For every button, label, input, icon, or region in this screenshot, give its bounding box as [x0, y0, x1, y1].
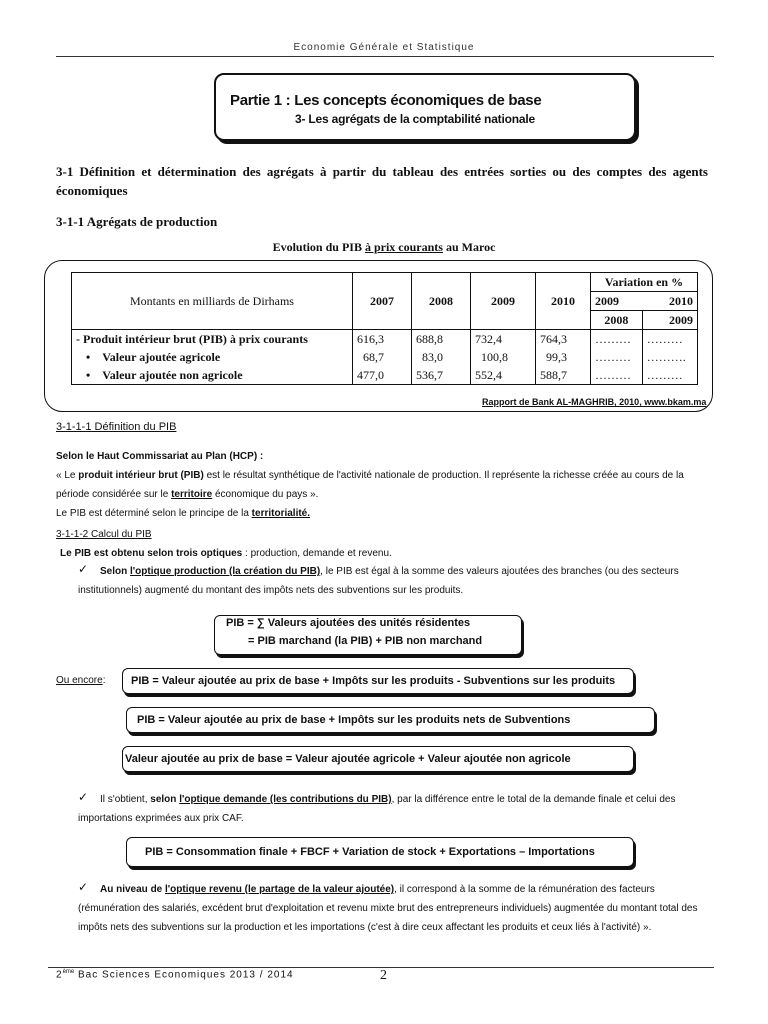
running-header: Economie Générale et Statistique: [293, 42, 475, 53]
page-number: 2: [380, 968, 387, 983]
bullet-icon: •: [86, 367, 91, 382]
table-row: [72, 330, 698, 349]
checkmark-icon: ✓: [78, 790, 89, 804]
table-cell: ………: [591, 366, 643, 385]
table-cell: 536,7: [412, 366, 471, 385]
table-cell: 764,3: [536, 330, 591, 349]
section-heading-3-1-1: 3-1-1 Agrégats de production: [56, 214, 218, 229]
table-unit-label: Montants en milliards de Dirhams: [72, 273, 353, 330]
table-cell: ………: [591, 348, 643, 366]
table-cell: 68,7: [353, 348, 412, 366]
footer-level: 2ème Bac Sciences Economiques 2013 / 2014: [56, 969, 294, 981]
optique-production-paragraph: Selon l'optique production (la création du PIB), le PIB est égal à la somme des valeurs ajoutées des branches (ou des secteurs institutionnels) augmenté du montant des impôts nets des subventions sur les produits.: [78, 566, 679, 596]
pib-definition-quote: « Le produit intérieur brut (PIB) est le résultat synthétique de l'activité nationale de production. Il représente la richesse créée au cours de la période considérée sur le territoire économique du pays ».: [56, 470, 684, 500]
checkmark-icon: ✓: [78, 880, 89, 894]
section-heading-3-1: 3-1 Définition et détermination des agrégats à partir du tableau des entrées sorties ou des comptes des agents économiques: [56, 164, 708, 198]
table-header-year: 2009: [471, 273, 536, 330]
table-cell: 732,4: [471, 330, 536, 349]
table-cell: ………: [642, 366, 697, 385]
hcp-intro: Selon le Haut Commissariat au Plan (HCP) :: [56, 451, 264, 462]
table-row-label: - Produit intérieur brut (PIB) à prix courants: [72, 330, 353, 349]
bullet-icon: •: [86, 349, 91, 364]
formula-sum-va-line2: = PIB marchand (la PIB) + PIB non marchand: [248, 635, 483, 647]
territoriality-line: Le PIB est déterminé selon le principe de la territorialité.: [56, 508, 311, 519]
table-header-year: 2008: [412, 273, 471, 330]
table-row: [72, 366, 698, 385]
pib-table: [71, 272, 698, 385]
table-row: [72, 348, 698, 366]
formula-box-3: Valeur ajoutée au prix de base = Valeur ajoutée agricole + Valeur ajoutée non agricole: [122, 746, 634, 772]
subsection-heading-3-1-1-1: 3-1-1-1 Définition du PIB: [56, 421, 177, 433]
subsection-heading-3-1-1-2: 3-1-1-2 Calcul du PIB: [56, 529, 152, 540]
header-rule: [56, 56, 714, 57]
table-cell: 616,3: [353, 330, 412, 349]
table-cell: 688,8: [412, 330, 471, 349]
checkmark-icon: ✓: [78, 562, 89, 576]
table-row-label: • Valeur ajoutée non agricole: [72, 366, 353, 385]
optique-demande-paragraph: Il s'obtient, selon l'optique demande (les contributions du PIB), par la différence entre le total de la demande finale et celui des importations exprimées aux prix CAF.: [78, 794, 676, 824]
table-var-bottom: 2009: [642, 311, 697, 330]
table-cell: 83,0: [412, 348, 471, 366]
table-cell: ………: [642, 330, 697, 349]
part-title: Partie 1 : Les concepts économiques de base: [230, 92, 542, 109]
formula-sum-va-line1: PIB = ∑ Valeurs ajoutées des unités résidentes: [226, 617, 471, 629]
table-var-top: 2010: [642, 292, 697, 311]
table-header-year: 2010: [536, 273, 591, 330]
ou-encore-label: Ou encore:: [56, 675, 106, 686]
table-cell: 477,0: [353, 366, 412, 385]
table-row-label: • Valeur ajoutée agricole: [72, 348, 353, 366]
table-caption: Evolution du PIB à prix courants au Maroc: [272, 240, 496, 254]
formula-box-demand: PIB = Consommation finale + FBCF + Variation de stock + Exportations – Importations: [126, 837, 634, 867]
formula-box-1: PIB = Valeur ajoutée au prix de base + Impôts sur les produits - Subventions sur les produits: [122, 668, 634, 694]
table-cell: 588,7: [536, 366, 591, 385]
table-source: Rapport de Bank AL-MAGHRIB, 2010, www.bkam.ma: [482, 397, 707, 407]
table-cell: ……….: [642, 348, 697, 366]
table-cell: ………: [591, 330, 643, 349]
table-header-year: 2007: [353, 273, 412, 330]
table-cell: 100,8: [471, 348, 536, 366]
table-variation-header: Variation en %: [591, 273, 698, 292]
table-cell: 99,3: [536, 348, 591, 366]
optique-revenu-paragraph: Au niveau de l'optique revenu (le partage de la valeur ajoutée), il correspond à la somme de la rémunération des facteurs (rémunération des salariés, excédent brut d'exploitation et revenu mixte brut des entrepreneurs individuels) augmentée du montant total des impôts nets des subventions sur la production et les importations (c'est à dire ceux affectant les produits et ceux liés à l'activité) ».: [78, 884, 698, 933]
table-cell: 552,4: [471, 366, 536, 385]
formula-box-2: PIB = Valeur ajoutée au prix de base + Impôts sur les produits nets de Subventions: [126, 707, 655, 733]
table-var-top: 2009: [591, 292, 643, 311]
table-var-bottom: 2008: [591, 311, 643, 330]
three-optics-line: Le PIB est obtenu selon trois optiques : production, demande et revenu.: [60, 548, 392, 559]
part-subtitle: 3- Les agrégats de la comptabilité nationale: [295, 112, 535, 126]
